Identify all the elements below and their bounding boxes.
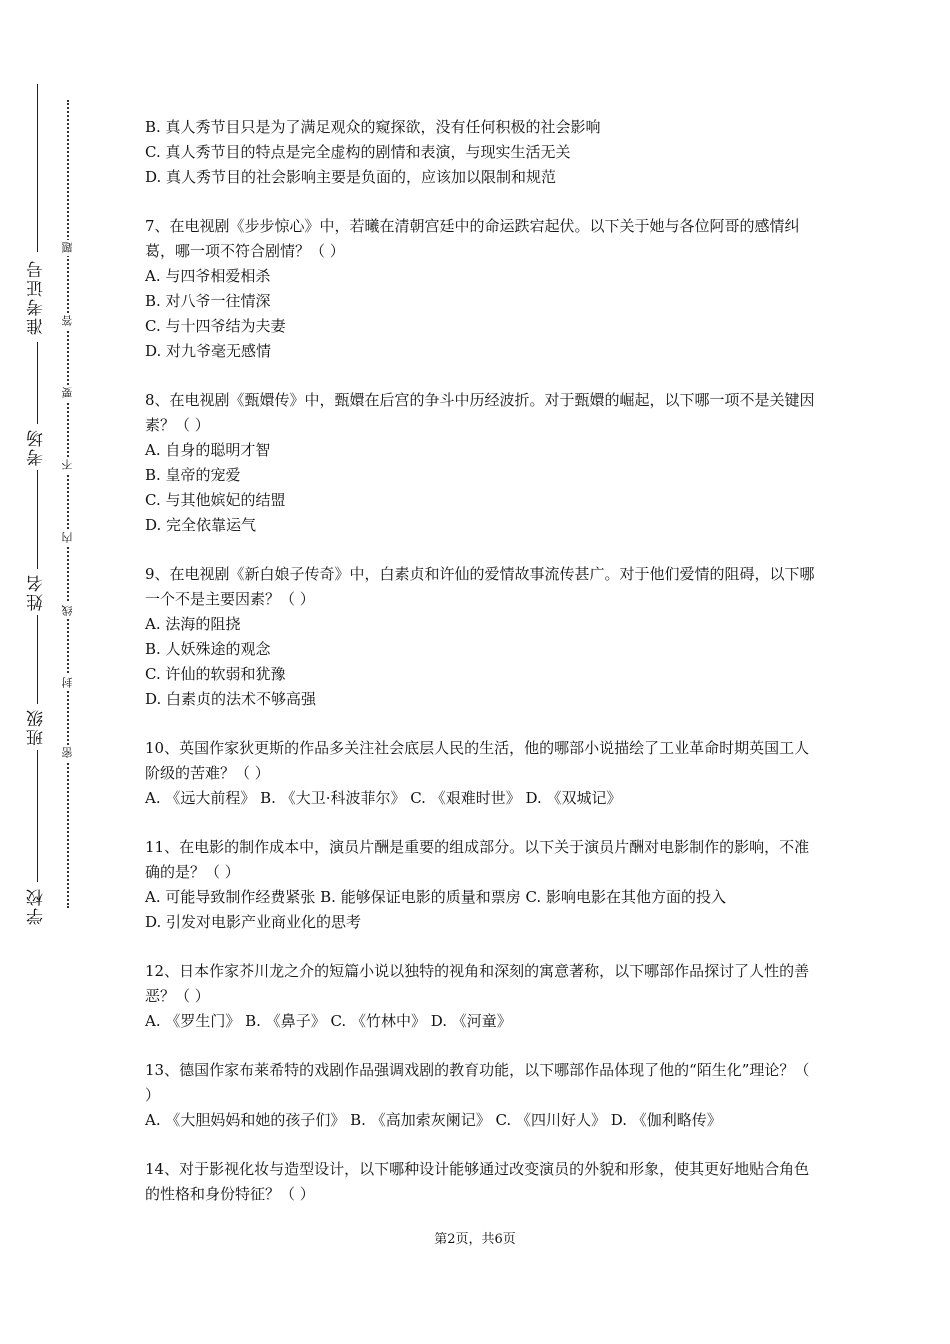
field-line-school [37, 870, 38, 882]
page-footer: 第2页，共6页 [434, 1232, 516, 1247]
field-label-exam-room: 考场 [27, 428, 47, 466]
question-stem: 12、日本作家芥川龙之介的短篇小说以独特的视角和深刻的寓意著称，以下哪部作品探讨了人性的善恶？（ ） [145, 962, 810, 1005]
option-d: D. 完全依靠运气 [145, 516, 257, 534]
field-label-class: 班级 [27, 708, 47, 746]
field-line-top [37, 84, 38, 252]
field-line-exam-id [37, 342, 38, 424]
question-stem: 8、在电视剧《甄嬛传》中，甄嬛在后宫的争斗中历经波折。对于甄嬛的崛起，以下哪一项不是关键因素？（ ） [145, 391, 815, 434]
question-stem: 7、在电视剧《步步惊心》中，若曦在清朝宫廷中的命运跌宕起伏。以下关于她与各位阿哥的感情纠葛，哪一项不符合剧情？（ ） [145, 217, 800, 260]
question-list [145, 115, 820, 1231]
field-label-school: 学校 [27, 887, 47, 925]
option-a: A. 自身的聪明才智 [145, 441, 271, 459]
option-b: B. 皇帝的宠爱 [145, 466, 241, 484]
field-line-name [37, 615, 38, 704]
seal-char-mi: 密 [61, 745, 75, 761]
options-inline: A. 《罗生门》 B. 《鼻子》 C. 《竹林中》 D. 《河童》 [145, 1012, 512, 1030]
option-a: A. 法海的阻挠 [145, 615, 241, 633]
binding-margin [0, 0, 95, 1344]
question-12 [145, 959, 820, 1034]
options-inline: A. 《大胆妈妈和她的孩子们》 B. 《高加索灰阑记》 C. 《四川好人》 D. 《伽利略传》 [145, 1111, 722, 1129]
option-c: C. 许仙的软弱和犹豫 [145, 665, 286, 683]
options-inline: A. 《远大前程》 B. 《大卫·科波菲尔》 C. 《艰难时世》 D. 《双城记》 [145, 789, 622, 807]
option-c: C. 与十四爷结为夫妻 [145, 317, 286, 335]
question-11 [145, 835, 820, 935]
option-b: B. 真人秀节目只是为了满足观众的窥探欲，没有任何积极的社会影响 [145, 118, 601, 136]
field-line-exam-room [37, 470, 38, 569]
field-label-exam-id: 准考证号 [27, 259, 47, 335]
seal-char-bu: 不 [61, 457, 75, 473]
option-d: D. 引发对电影产业商业化的思考 [145, 913, 362, 931]
question-7 [145, 214, 820, 364]
options-inline: A. 可能导致制作经费紧张 B. 能够保证电影的质量和票房 C. 影响电影在其他方面的投入 [145, 888, 726, 906]
field-line-class [37, 750, 38, 870]
question-10 [145, 736, 820, 811]
seal-dotted-line [67, 100, 69, 908]
question-8 [145, 388, 820, 538]
seal-char-xian: 线 [61, 603, 75, 619]
option-d: D. 白素贞的法术不够高强 [145, 690, 317, 708]
option-a: A. 与四爷相爱相杀 [145, 267, 271, 285]
seal-char-nei: 内 [61, 530, 75, 546]
option-c: C. 真人秀节目的特点是完全虚构的剧情和表演，与现实生活无关 [145, 143, 571, 161]
seal-char-da: 答 [61, 313, 75, 329]
question-stem: 13、德国作家布莱希特的戏剧作品强调戏剧的教育功能，以下哪部作品体现了他的“陌生化”理论？（ ） [145, 1061, 810, 1104]
seal-char-yao: 要 [61, 385, 75, 401]
seal-char-ti: 题 [61, 240, 75, 256]
question-stem: 14、对于影视化妆与造型设计，以下哪种设计能够通过改变演员的外貌和形象，使其更好地贴合角色的性格和身份特征？（ ） [145, 1160, 810, 1203]
field-label-name: 姓名 [27, 573, 47, 611]
option-c: C. 与其他嫔妃的结盟 [145, 491, 286, 509]
option-b: B. 人妖殊途的观念 [145, 640, 271, 658]
question-6-continued [145, 115, 820, 190]
option-d: D. 对九爷毫无感情 [145, 342, 272, 360]
option-b: B. 对八爷一往情深 [145, 292, 271, 310]
question-9 [145, 562, 820, 712]
option-d: D. 真人秀节目的社会影响主要是负面的，应该加以限制和规范 [145, 168, 557, 186]
question-stem: 11、在电影的制作成本中，演员片酬是重要的组成部分。以下关于演员片酬对电影制作的影响，不准确的是？（ ） [145, 838, 810, 881]
question-stem: 10、英国作家狄更斯的作品多关注社会底层人民的生活，他的哪部小说描绘了工业革命时期英国工人阶级的苦难？（ ） [145, 739, 810, 782]
question-13 [145, 1058, 820, 1133]
seal-char-feng: 封 [61, 675, 75, 691]
question-14 [145, 1157, 820, 1207]
question-stem: 9、在电视剧《新白娘子传奇》中，白素贞和许仙的爱情故事流传甚广。对于他们爱情的阻碍，以下哪一个不是主要因素？（ ） [145, 565, 815, 608]
